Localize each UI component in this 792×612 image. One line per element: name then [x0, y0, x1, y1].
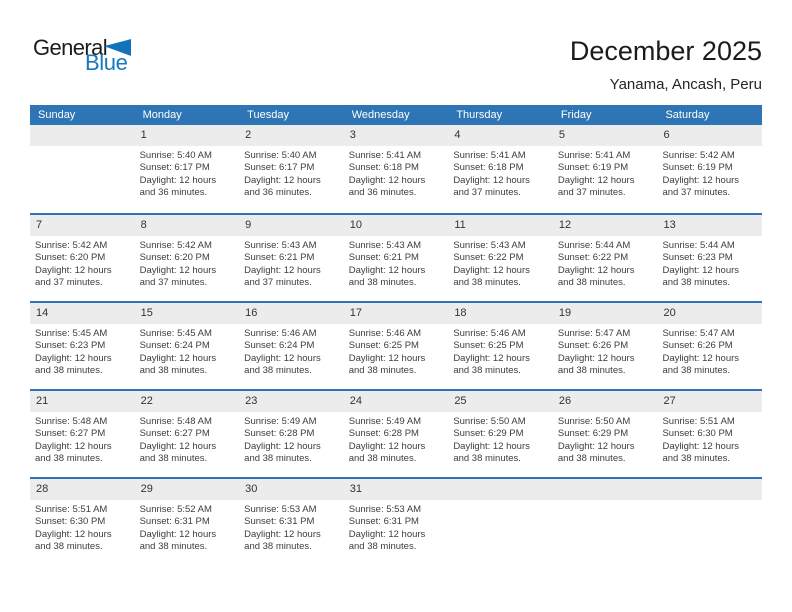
weekday-header-sunday: Sunday	[38, 109, 76, 121]
day-cell	[344, 479, 449, 565]
day-cell	[657, 303, 762, 389]
day-number: 7	[30, 215, 135, 236]
day-info	[553, 146, 658, 200]
day-cell	[553, 303, 658, 389]
sunset-text: Sunset: 6:18 PM	[453, 162, 524, 174]
day-cell	[344, 215, 449, 301]
sunset-text: Sunset: 6:27 PM	[35, 428, 106, 440]
sunrise-text: Sunrise: 5:47 AM	[557, 328, 631, 339]
sunrise-text: Sunrise: 5:45 AM	[139, 328, 212, 339]
calendar-month-title: December 2025	[569, 36, 762, 66]
sunrise-text: Sunrise: 5:46 AM	[453, 328, 526, 339]
sunset-text: Sunset: 6:27 PM	[139, 428, 210, 440]
day-number: 28	[30, 479, 135, 500]
sunset-text: Sunset: 6:23 PM	[662, 252, 733, 264]
sunrise-text: Sunrise: 5:46 AM	[244, 328, 317, 339]
daylight-text: Daylight: 12 hours and 37 minutes.	[557, 174, 635, 199]
sunrise-text: Sunrise: 5:48 AM	[139, 416, 212, 427]
sunset-text: Sunset: 6:29 PM	[557, 428, 629, 440]
sunrise-text: Sunrise: 5:49 AM	[348, 416, 422, 427]
day-number	[553, 479, 658, 500]
day-cell	[30, 391, 135, 477]
day-number: 23	[239, 391, 344, 412]
daylight-text: Daylight: 12 hours and 38 minutes.	[139, 352, 217, 377]
weekday-header-tuesday: Tuesday	[247, 109, 289, 121]
day-number: 1	[135, 125, 240, 146]
sunrise-text: Sunrise: 5:53 AM	[348, 504, 422, 515]
sunset-text: Sunset: 6:23 PM	[35, 340, 106, 352]
day-info	[30, 500, 135, 554]
day-cell	[448, 391, 553, 477]
day-cell	[135, 215, 240, 301]
day-number: 20	[657, 303, 762, 324]
day-info	[239, 500, 344, 554]
day-number: 27	[657, 391, 762, 412]
sunset-text: Sunset: 6:31 PM	[348, 516, 419, 528]
sunrise-text: Sunrise: 5:50 AM	[557, 416, 631, 427]
sunset-text: Sunset: 6:31 PM	[139, 516, 210, 528]
day-info	[657, 146, 762, 200]
sunset-text: Sunset: 6:24 PM	[244, 340, 315, 352]
day-cell	[344, 391, 449, 477]
day-cell-empty	[553, 479, 658, 565]
weeks-container	[30, 125, 762, 565]
day-info	[135, 324, 240, 378]
week-row	[30, 389, 762, 477]
weekday-header-wednesday: Wednesday	[351, 109, 410, 121]
sunset-text: Sunset: 6:22 PM	[453, 252, 524, 264]
daylight-text: Daylight: 12 hours and 38 minutes.	[139, 528, 217, 553]
sunset-text: Sunset: 6:30 PM	[35, 516, 106, 528]
day-cell	[657, 215, 762, 301]
day-info	[344, 324, 449, 378]
sunset-text: Sunset: 6:20 PM	[139, 252, 210, 264]
sunset-text: Sunset: 6:19 PM	[557, 162, 629, 174]
weekday-header-friday: Friday	[560, 109, 592, 121]
day-info	[30, 236, 135, 290]
daylight-text: Daylight: 12 hours and 38 minutes.	[557, 440, 635, 465]
general-blue-logo	[33, 37, 131, 73]
daylight-text: Daylight: 12 hours and 37 minutes.	[35, 264, 112, 289]
sunset-text: Sunset: 6:22 PM	[557, 252, 629, 264]
daylight-text: Daylight: 12 hours and 38 minutes.	[139, 440, 217, 465]
day-number: 13	[657, 215, 762, 236]
day-number: 5	[553, 125, 658, 146]
sunrise-text: Sunrise: 5:40 AM	[139, 150, 212, 161]
daylight-text: Daylight: 12 hours and 38 minutes.	[244, 528, 321, 553]
day-number: 26	[553, 391, 658, 412]
week-row	[30, 125, 762, 213]
sunrise-text: Sunrise: 5:42 AM	[139, 240, 212, 251]
day-info	[448, 324, 553, 378]
day-cell	[30, 215, 135, 301]
logo-text-blue: Blue	[85, 50, 128, 75]
day-cell	[239, 215, 344, 301]
day-number: 31	[344, 479, 449, 500]
day-cell	[344, 303, 449, 389]
sunset-text: Sunset: 6:25 PM	[453, 340, 524, 352]
daylight-text: Daylight: 12 hours and 38 minutes.	[662, 352, 740, 377]
day-info	[135, 146, 240, 200]
sunset-text: Sunset: 6:31 PM	[244, 516, 315, 528]
day-number	[657, 479, 762, 500]
day-cell	[553, 215, 658, 301]
sunrise-text: Sunrise: 5:43 AM	[348, 240, 422, 251]
day-number: 15	[135, 303, 240, 324]
day-info	[239, 146, 344, 200]
calendar-location: Yanama, Ancash, Peru	[609, 76, 762, 93]
day-info	[30, 412, 135, 466]
header-titles	[570, 36, 762, 93]
day-info	[448, 412, 553, 466]
sunrise-text: Sunrise: 5:52 AM	[139, 504, 212, 515]
daylight-text: Daylight: 12 hours and 38 minutes.	[453, 440, 530, 465]
day-info	[239, 236, 344, 290]
day-info	[657, 324, 762, 378]
day-info	[344, 146, 449, 200]
sunrise-text: Sunrise: 5:44 AM	[662, 240, 735, 251]
week-row	[30, 301, 762, 389]
day-info	[553, 412, 658, 466]
sunrise-text: Sunrise: 5:43 AM	[453, 240, 526, 251]
sunrise-text: Sunrise: 5:48 AM	[35, 416, 108, 427]
daylight-text: Daylight: 12 hours and 38 minutes.	[662, 264, 740, 289]
daylight-text: Daylight: 12 hours and 38 minutes.	[348, 528, 426, 553]
daylight-text: Daylight: 12 hours and 36 minutes.	[348, 174, 426, 199]
sunrise-text: Sunrise: 5:42 AM	[35, 240, 108, 251]
daylight-text: Daylight: 12 hours and 38 minutes.	[557, 264, 635, 289]
day-info	[135, 500, 240, 554]
day-number: 10	[344, 215, 449, 236]
weekday-header-monday: Monday	[142, 109, 182, 121]
day-info	[135, 236, 240, 290]
day-cell	[239, 479, 344, 565]
day-cell	[239, 391, 344, 477]
daylight-text: Daylight: 12 hours and 38 minutes.	[453, 264, 530, 289]
sunset-text: Sunset: 6:29 PM	[453, 428, 524, 440]
day-number: 8	[135, 215, 240, 236]
day-info	[239, 412, 344, 466]
sunset-text: Sunset: 6:17 PM	[139, 162, 210, 174]
sunset-text: Sunset: 6:25 PM	[348, 340, 419, 352]
day-cell	[657, 391, 762, 477]
day-cell	[239, 125, 344, 213]
sunrise-text: Sunrise: 5:50 AM	[453, 416, 526, 427]
sunrise-text: Sunrise: 5:49 AM	[244, 416, 317, 427]
sunset-text: Sunset: 6:28 PM	[348, 428, 419, 440]
day-info	[657, 236, 762, 290]
day-number	[30, 125, 135, 146]
day-cell	[135, 125, 240, 213]
day-cell	[30, 303, 135, 389]
day-number: 30	[239, 479, 344, 500]
daylight-text: Daylight: 12 hours and 38 minutes.	[348, 440, 426, 465]
daylight-text: Daylight: 12 hours and 37 minutes.	[453, 174, 530, 199]
day-cell	[553, 125, 658, 213]
sunset-text: Sunset: 6:28 PM	[244, 428, 315, 440]
week-row	[30, 477, 762, 565]
sunset-text: Sunset: 6:24 PM	[139, 340, 210, 352]
day-number: 2	[239, 125, 344, 146]
weekday-header-saturday: Saturday	[665, 109, 710, 121]
sunset-text: Sunset: 6:20 PM	[35, 252, 106, 264]
day-number: 22	[135, 391, 240, 412]
daylight-text: Daylight: 12 hours and 37 minutes.	[244, 264, 321, 289]
day-number: 19	[553, 303, 658, 324]
daylight-text: Daylight: 12 hours and 38 minutes.	[35, 528, 112, 553]
day-number: 6	[657, 125, 762, 146]
daylight-text: Daylight: 12 hours and 38 minutes.	[35, 352, 112, 377]
day-number: 29	[135, 479, 240, 500]
day-info	[657, 412, 762, 466]
day-cell-empty	[657, 479, 762, 565]
day-number: 9	[239, 215, 344, 236]
daylight-text: Daylight: 12 hours and 38 minutes.	[244, 352, 321, 377]
sunrise-text: Sunrise: 5:43 AM	[244, 240, 317, 251]
day-cell-empty	[448, 479, 553, 565]
day-cell	[448, 303, 553, 389]
sunrise-text: Sunrise: 5:41 AM	[557, 150, 631, 161]
calendar-grid	[30, 105, 762, 565]
day-cell	[657, 125, 762, 213]
day-cell	[344, 125, 449, 213]
daylight-text: Daylight: 12 hours and 38 minutes.	[35, 440, 112, 465]
sunset-text: Sunset: 6:19 PM	[662, 162, 733, 174]
daylight-text: Daylight: 12 hours and 36 minutes.	[244, 174, 321, 199]
sunrise-text: Sunrise: 5:51 AM	[662, 416, 735, 427]
day-number: 12	[553, 215, 658, 236]
day-cell	[448, 215, 553, 301]
day-number: 11	[448, 215, 553, 236]
sunset-text: Sunset: 6:26 PM	[557, 340, 629, 352]
sunrise-text: Sunrise: 5:44 AM	[557, 240, 631, 251]
sunset-text: Sunset: 6:21 PM	[244, 252, 315, 264]
day-info	[344, 236, 449, 290]
sunrise-text: Sunrise: 5:47 AM	[662, 328, 735, 339]
sunrise-text: Sunrise: 5:41 AM	[453, 150, 526, 161]
day-cell	[448, 125, 553, 213]
daylight-text: Daylight: 12 hours and 38 minutes.	[348, 264, 426, 289]
sunset-text: Sunset: 6:26 PM	[662, 340, 733, 352]
day-number: 25	[448, 391, 553, 412]
week-row	[30, 213, 762, 301]
sunrise-text: Sunrise: 5:53 AM	[244, 504, 317, 515]
logo-text-general: General	[33, 35, 108, 60]
day-number: 3	[344, 125, 449, 146]
day-number: 14	[30, 303, 135, 324]
daylight-text: Daylight: 12 hours and 38 minutes.	[244, 440, 321, 465]
daylight-text: Daylight: 12 hours and 37 minutes.	[139, 264, 217, 289]
day-cell	[239, 303, 344, 389]
day-cell	[135, 391, 240, 477]
sunrise-text: Sunrise: 5:41 AM	[348, 150, 422, 161]
day-info	[30, 324, 135, 378]
sunset-text: Sunset: 6:17 PM	[244, 162, 315, 174]
day-cell	[30, 479, 135, 565]
day-cell	[135, 303, 240, 389]
day-number: 21	[30, 391, 135, 412]
daylight-text: Daylight: 12 hours and 38 minutes.	[348, 352, 426, 377]
sunrise-text: Sunrise: 5:45 AM	[35, 328, 108, 339]
sunrise-text: Sunrise: 5:42 AM	[662, 150, 735, 161]
day-cell-empty	[30, 125, 135, 213]
sunrise-text: Sunrise: 5:46 AM	[348, 328, 422, 339]
day-number: 16	[239, 303, 344, 324]
daylight-text: Daylight: 12 hours and 38 minutes.	[557, 352, 635, 377]
daylight-text: Daylight: 12 hours and 37 minutes.	[662, 174, 740, 199]
day-number: 17	[344, 303, 449, 324]
day-number	[448, 479, 553, 500]
sunset-text: Sunset: 6:30 PM	[662, 428, 733, 440]
daylight-text: Daylight: 12 hours and 36 minutes.	[139, 174, 217, 199]
day-number: 4	[448, 125, 553, 146]
day-info	[553, 324, 658, 378]
sunset-text: Sunset: 6:21 PM	[348, 252, 419, 264]
day-info	[448, 236, 553, 290]
day-info	[344, 500, 449, 554]
sunrise-text: Sunrise: 5:40 AM	[244, 150, 317, 161]
daylight-text: Daylight: 12 hours and 38 minutes.	[453, 352, 530, 377]
day-number: 18	[448, 303, 553, 324]
day-info	[344, 412, 449, 466]
weekday-header-thursday: Thursday	[456, 109, 503, 121]
weekday-header-row	[30, 105, 762, 125]
sunrise-text: Sunrise: 5:51 AM	[35, 504, 108, 515]
day-info	[553, 236, 658, 290]
day-info	[448, 146, 553, 200]
sunset-text: Sunset: 6:18 PM	[348, 162, 419, 174]
day-info	[135, 412, 240, 466]
daylight-text: Daylight: 12 hours and 38 minutes.	[662, 440, 740, 465]
day-number: 24	[344, 391, 449, 412]
day-info	[239, 324, 344, 378]
day-cell	[553, 391, 658, 477]
day-cell	[135, 479, 240, 565]
